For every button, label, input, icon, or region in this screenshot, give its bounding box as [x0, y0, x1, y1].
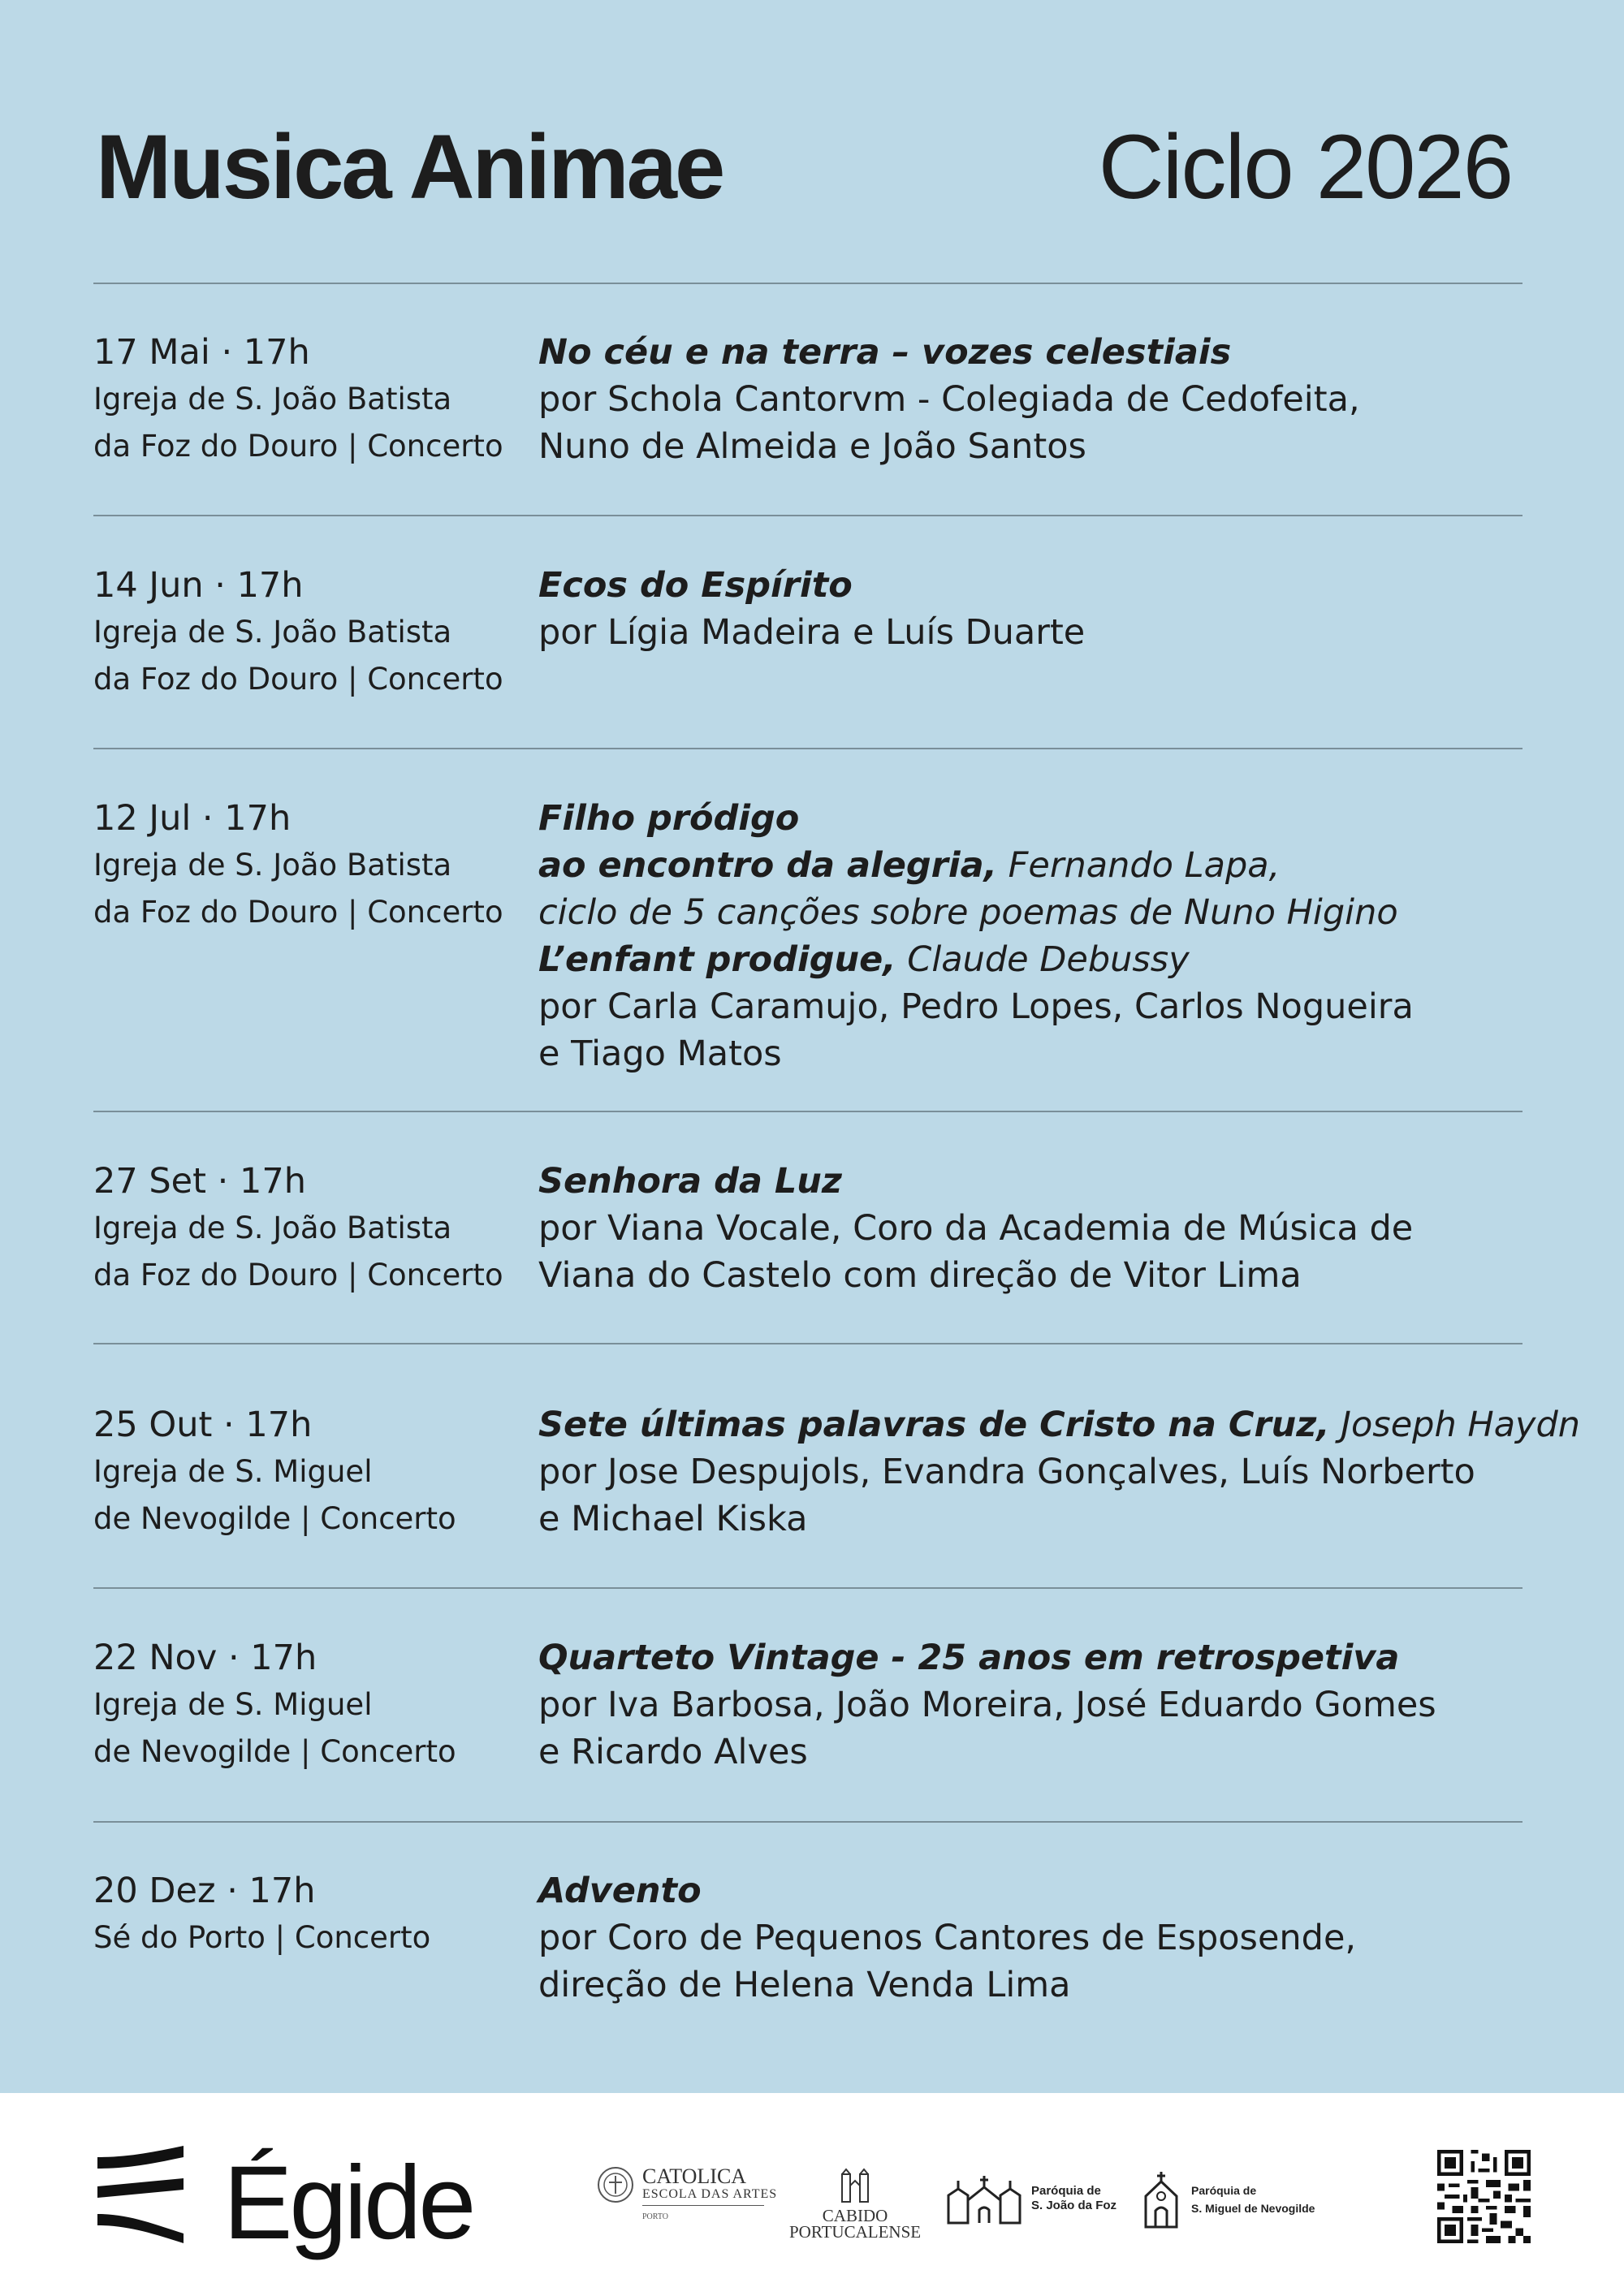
- concert-program: [538, 1867, 1522, 2009]
- concert-program: [538, 562, 1522, 656]
- divider-rule: [93, 1111, 1522, 1112]
- catolica-name: CATOLICA: [642, 2164, 747, 2188]
- paroquia-foz-name: Paróquia de S. João da Foz: [1031, 2184, 1117, 2212]
- program-performers: por Lígia Madeira e Luís Duarte: [538, 612, 1086, 653]
- program-composer: ciclo de 5 canções sobre poemas de Nuno Higino: [538, 892, 1398, 933]
- qr-code-icon[interactable]: [1437, 2150, 1531, 2243]
- program-performers: por Viana Vocale, Coro da Academia de Música de: [538, 1208, 1414, 1249]
- catolica-subtitle: ESCOLA DAS ARTES: [642, 2187, 778, 2201]
- concert-program: [538, 329, 1522, 470]
- program-composer: Joseph Haydn: [1329, 1405, 1581, 1445]
- program-title: L’enfant prodigue,: [538, 939, 896, 980]
- page-title: Musica Animae: [96, 116, 723, 218]
- program-composer: Fernando Lapa,: [996, 845, 1281, 886]
- concert-when: [93, 562, 516, 703]
- concert-venue: Igreja de S. Miguel de Nevogilde | Concerto: [93, 1687, 456, 1769]
- concert-venue: Igreja de S. João Batista da Foz do Douro | Concerto: [93, 848, 503, 930]
- divider-rule: [93, 1587, 1522, 1589]
- program-title: Filho pródigo: [538, 798, 800, 839]
- program-line: [538, 1030, 1522, 1077]
- concert-when: [93, 1867, 516, 1962]
- program-line: [538, 1205, 1522, 1252]
- divider-rule: [93, 515, 1522, 516]
- program-line: [538, 889, 1522, 936]
- program-line: [538, 936, 1522, 983]
- program-title: Sete últimas palavras de Cristo na Cruz,: [538, 1405, 1330, 1445]
- program-performers: Viana do Castelo com direção de Vitor Lima: [538, 1255, 1302, 1296]
- program-line: [538, 795, 1522, 842]
- program-title: ao encontro da alegria,: [538, 845, 997, 886]
- program-line: [538, 1681, 1522, 1728]
- catolica-logo: [597, 2166, 777, 2221]
- program-title: Advento: [538, 1871, 702, 1911]
- program-line: [538, 423, 1522, 470]
- concert-venue: Igreja de S. João Batista da Foz do Douro | Concerto: [93, 1211, 503, 1293]
- program-line: [538, 1448, 1522, 1495]
- program-line: [538, 1728, 1522, 1776]
- chapel-icon: [1141, 2170, 1181, 2229]
- program-line: [538, 1867, 1522, 1914]
- concert-venue: Sé do Porto | Concerto: [93, 1920, 431, 1955]
- divider-rule: [93, 1343, 1522, 1344]
- concert-date: 20 Dez · 17h: [93, 1871, 316, 1911]
- concert-venue: Igreja de S. João Batista da Foz do Douro | Concerto: [93, 615, 503, 697]
- concert-date: 17 Mai · 17h: [93, 332, 310, 373]
- concert-date: 27 Set · 17h: [93, 1161, 306, 1202]
- program-performers: por Schola Cantorvm - Colegiada de Cedofeita,: [538, 379, 1360, 420]
- program-performers: e Tiago Matos: [538, 1034, 782, 1074]
- program-line: [538, 1962, 1522, 2009]
- concert-date: 22 Nov · 17h: [93, 1638, 317, 1678]
- program-performers: por Carla Caramujo, Pedro Lopes, Carlos Nogueira: [538, 986, 1414, 1027]
- sponsor-footer: [0, 2093, 1624, 2296]
- divider-rule: [93, 1821, 1522, 1823]
- program-title: No céu e na terra – vozes celestiais: [538, 332, 1232, 373]
- concert-program: [538, 1634, 1522, 1776]
- program-line: [538, 609, 1522, 656]
- concert-when: [93, 795, 516, 936]
- concert-venue: Igreja de S. João Batista da Foz do Douro | Concerto: [93, 382, 503, 464]
- concert-when: [93, 1634, 516, 1776]
- concert-venue: Igreja de S. Miguel de Nevogilde | Concerto: [93, 1454, 456, 1536]
- paroquia-foz-logo: [945, 2173, 1116, 2225]
- program-performers: por Jose Despujols, Evandra Gonçalves, Luís Norberto: [538, 1452, 1475, 1492]
- egide-wordmark: Égide: [223, 2145, 473, 2261]
- program-line: [538, 562, 1522, 609]
- concert-program: [538, 1401, 1581, 1543]
- program-performers: Nuno de Almeida e João Santos: [538, 426, 1086, 467]
- program-performers: e Michael Kiska: [538, 1499, 808, 1539]
- program-line: [538, 376, 1522, 423]
- paroquia-nevogilde-logo: [1141, 2170, 1315, 2229]
- cabido-logo: [789, 2168, 921, 2240]
- program-line: [538, 1401, 1581, 1448]
- program-title: Quarteto Vintage - 25 anos em retrospetiva: [538, 1638, 1400, 1678]
- catolica-seal-icon: [597, 2166, 634, 2203]
- program-line: [538, 1914, 1522, 1962]
- egide-logo-icon: [96, 2146, 185, 2243]
- program-composer: Claude Debussy: [896, 939, 1190, 980]
- program-line: [538, 1495, 1522, 1543]
- program-line: [538, 842, 1522, 889]
- program-line: [538, 983, 1522, 1030]
- concert-program: [538, 795, 1522, 1077]
- program-line: [538, 1634, 1522, 1681]
- divider-rule: [93, 283, 1522, 284]
- concert-when: [93, 329, 516, 470]
- cycle-label: Ciclo 2026: [1098, 116, 1512, 218]
- program-performers: por Coro de Pequenos Cantores de Esposende,: [538, 1918, 1357, 1958]
- concert-when: [93, 1401, 516, 1543]
- catolica-city: PORTO: [642, 2212, 669, 2221]
- concert-program: [538, 1158, 1522, 1299]
- paroquia-nevogilde-name: Paróquia de S. Miguel de Nevogilde: [1191, 2184, 1315, 2215]
- program-line: [538, 1158, 1522, 1205]
- program-line: [538, 329, 1522, 376]
- program-title: Senhora da Luz: [538, 1161, 842, 1202]
- concert-date: 25 Out · 17h: [93, 1405, 313, 1445]
- cathedral-icon: [839, 2168, 871, 2205]
- divider-rule: [93, 748, 1522, 749]
- program-performers: e Ricardo Alves: [538, 1732, 808, 1772]
- program-line: [538, 1252, 1522, 1299]
- program-performers: por Iva Barbosa, João Moreira, José Eduardo Gomes: [538, 1685, 1436, 1725]
- concert-date: 14 Jun · 17h: [93, 565, 304, 606]
- concert-date: 12 Jul · 17h: [93, 798, 292, 839]
- program-title: Ecos do Espírito: [538, 565, 853, 606]
- church-icon: [945, 2173, 1023, 2225]
- program-performers: direção de Helena Venda Lima: [538, 1965, 1071, 2005]
- concert-when: [93, 1158, 516, 1299]
- cabido-name: CABIDO PORTUCALENSE: [789, 2206, 922, 2242]
